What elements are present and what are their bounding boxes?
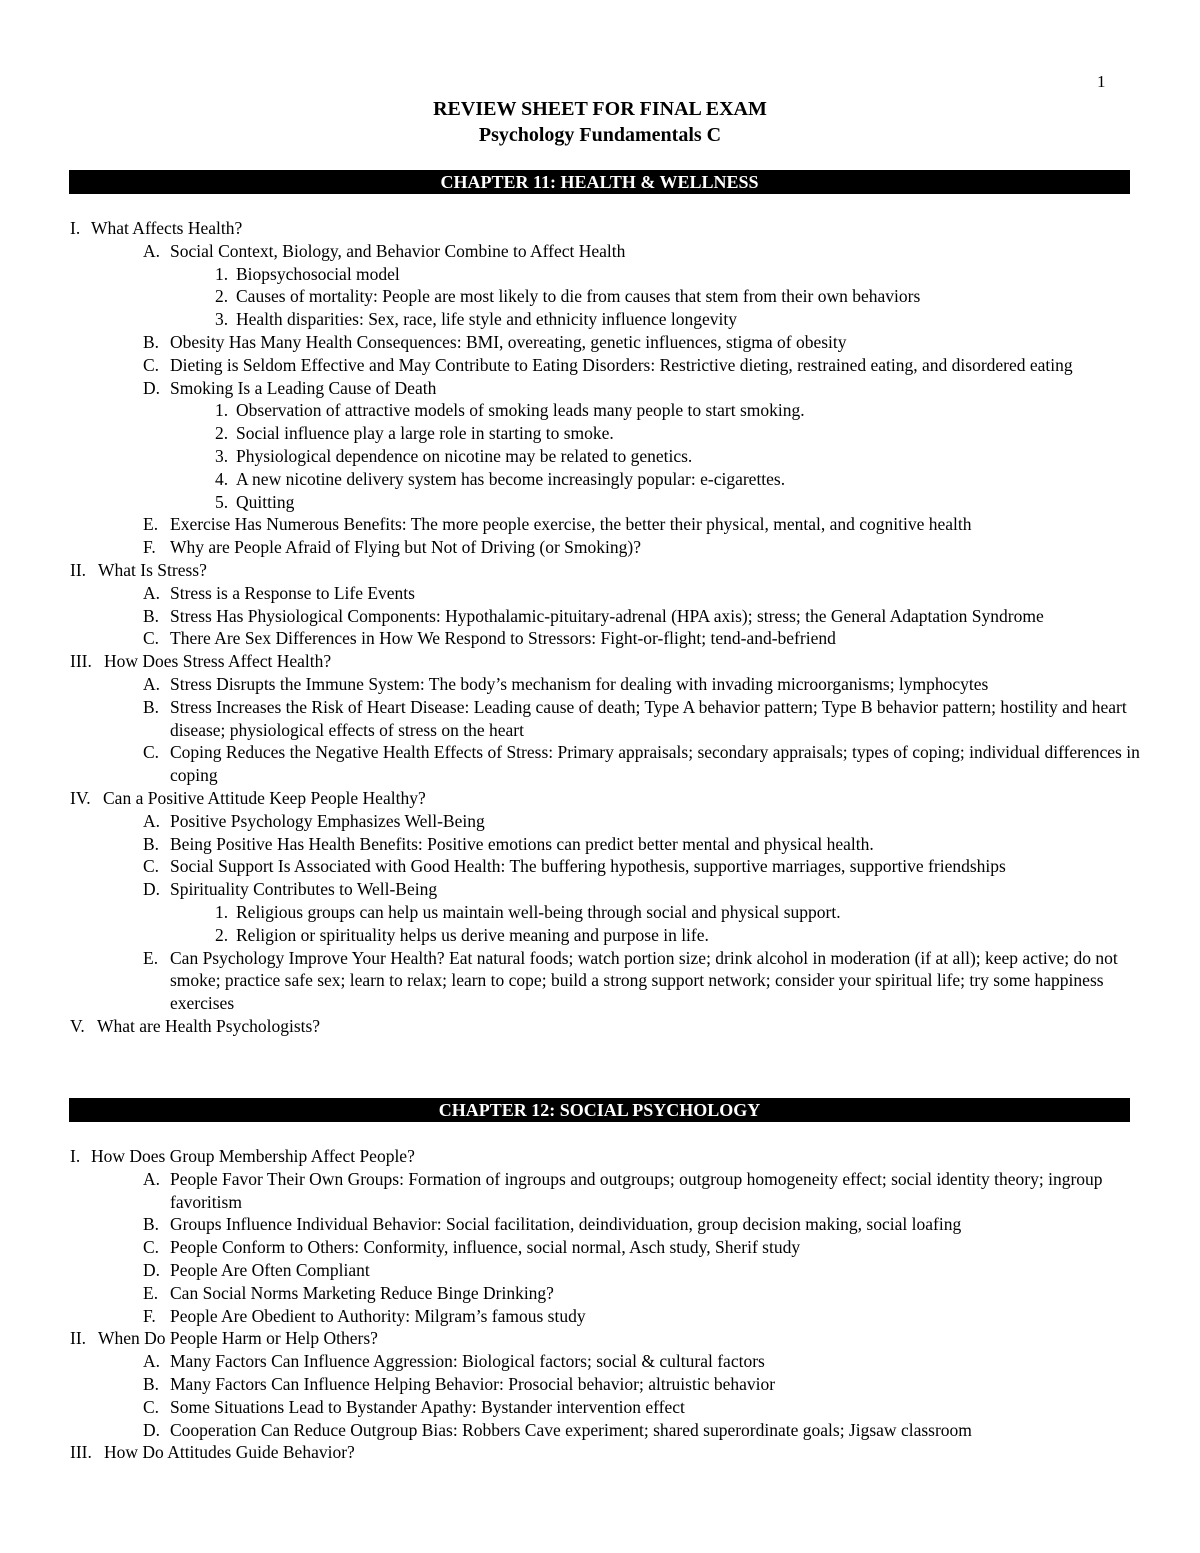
chapter-12-heading: CHAPTER 12: SOCIAL PSYCHOLOGY bbox=[69, 1098, 1130, 1122]
outline-item-level-2 bbox=[70, 331, 1140, 354]
outline-text: Can a Positive Attitude Keep People Healthy? bbox=[103, 787, 426, 808]
outline-text: Social Context, Biology, and Behavior Combine to Affect Health bbox=[170, 240, 626, 261]
outline-item-level-2 bbox=[70, 1259, 1140, 1282]
outline-item-level-2 bbox=[70, 878, 1140, 901]
outline-marker: E. bbox=[143, 947, 159, 968]
outline-item-level-2 bbox=[70, 1419, 1140, 1442]
outline-text: Observation of attractive models of smoking leads many people to start smoking. bbox=[236, 400, 805, 421]
outline-marker: V. bbox=[70, 1015, 85, 1036]
outline-item-level-2 bbox=[70, 947, 1140, 1015]
document-subtitle: Psychology Fundamentals C bbox=[478, 124, 722, 146]
outline-text: Social influence play a large role in starting to smoke. bbox=[236, 423, 614, 444]
document-title: REVIEW SHEET FOR FINAL EXAM bbox=[433, 98, 767, 120]
outline-item-level-3 bbox=[70, 901, 1140, 924]
outline-marker: 1. bbox=[215, 400, 229, 421]
outline-item-level-3 bbox=[70, 445, 1140, 468]
outline-text: Religious groups can help us maintain well-being through social and physical support. bbox=[236, 901, 841, 922]
chapter-11-heading: CHAPTER 11: HEALTH & WELLNESS bbox=[69, 170, 1130, 194]
outline-marker: C. bbox=[143, 628, 160, 649]
outline-marker: 4. bbox=[215, 468, 229, 489]
outline-marker: 2. bbox=[215, 924, 229, 945]
outline-marker: A. bbox=[143, 240, 161, 261]
outline-text: Health disparities: Sex, race, life style and ethnicity influence longevity bbox=[236, 309, 738, 330]
outline-marker: E. bbox=[143, 1282, 159, 1303]
outline-marker: F. bbox=[143, 537, 156, 558]
outline-item-level-2 bbox=[70, 810, 1140, 833]
outline-marker: E. bbox=[143, 514, 159, 535]
outline-text: People Favor Their Own Groups: Formation of ingroups and outgroups; outgroup homogeneity effect; social identity theory; ingroup favoritism bbox=[170, 1168, 1103, 1212]
outline-item-level-2 bbox=[70, 240, 1140, 263]
outline-marker: B. bbox=[143, 605, 160, 626]
outline-item-level-2 bbox=[70, 582, 1140, 605]
outline-text: Many Factors Can Influence Aggression: Biological factors; social & cultural factors bbox=[170, 1351, 765, 1372]
outline-marker: I. bbox=[70, 1146, 81, 1166]
outline-marker: D. bbox=[143, 377, 161, 398]
outline-marker: 2. bbox=[215, 286, 229, 307]
outline-item-level-2 bbox=[70, 627, 1140, 650]
outline-item-level-2 bbox=[70, 741, 1140, 787]
outline-item-level-2 bbox=[70, 536, 1140, 559]
outline-marker: 2. bbox=[215, 423, 229, 444]
outline-item-level-2 bbox=[70, 1396, 1140, 1419]
outline-text: Positive Psychology Emphasizes Well-Being bbox=[170, 810, 485, 831]
outline-text: When Do People Harm or Help Others? bbox=[98, 1328, 378, 1349]
outline-text: Social Support Is Associated with Good Health: The buffering hypothesis, supportive marriages, supportive friendships bbox=[170, 856, 1006, 877]
outline-marker: III. bbox=[70, 651, 92, 672]
outline-text: Cooperation Can Reduce Outgroup Bias: Robbers Cave experiment; shared superordinate goals; Jigsaw classroom bbox=[170, 1419, 972, 1440]
outline-marker: A. bbox=[143, 582, 161, 603]
outline-text: Being Positive Has Health Benefits: Positive emotions can predict better mental and physical health. bbox=[170, 833, 874, 854]
outline-text: People Are Often Compliant bbox=[170, 1259, 370, 1280]
outline-text: Why are People Afraid of Flying but Not of Driving (or Smoking)? bbox=[170, 537, 641, 558]
outline-item-level-2 bbox=[70, 1373, 1140, 1396]
outline-text: How Do Attitudes Guide Behavior? bbox=[104, 1442, 355, 1463]
outline-marker: C. bbox=[143, 354, 160, 375]
outline-text: People Are Obedient to Authority: Milgram’s famous study bbox=[170, 1305, 586, 1326]
outline-text: What Is Stress? bbox=[98, 559, 207, 580]
outline-item-level-3 bbox=[70, 285, 1140, 308]
outline-marker: A. bbox=[143, 673, 161, 694]
outline-text: Smoking Is a Leading Cause of Death bbox=[170, 377, 437, 398]
outline-text: Stress Disrupts the Immune System: The body’s mechanism for dealing with invading microorganisms; lymphocytes bbox=[170, 673, 989, 694]
outline-text: Coping Reduces the Negative Health Effects of Stress: Primary appraisals; secondary appraisals; types of coping; individual differences in coping bbox=[170, 742, 1140, 786]
outline-text: What are Health Psychologists? bbox=[97, 1015, 321, 1036]
outline-marker: D. bbox=[143, 1259, 161, 1280]
chapter-11-outline bbox=[70, 217, 1140, 1038]
outline-marker: C. bbox=[143, 1237, 160, 1258]
outline-text: Obesity Has Many Health Consequences: BMI, overeating, genetic influences, stigma of obesity bbox=[170, 331, 847, 352]
outline-item-level-2 bbox=[70, 605, 1140, 628]
outline-item-level-3 bbox=[70, 399, 1140, 422]
outline-item-level-3 bbox=[70, 468, 1140, 491]
outline-item-level-3 bbox=[70, 924, 1140, 947]
outline-item-level-2 bbox=[70, 833, 1140, 856]
outline-text: How Does Group Membership Affect People? bbox=[91, 1146, 415, 1166]
outline-item-level-2 bbox=[70, 1168, 1140, 1214]
outline-marker: B. bbox=[143, 696, 160, 717]
outline-marker: C. bbox=[143, 1396, 160, 1417]
outline-item-level-1 bbox=[70, 559, 1140, 582]
outline-text: There Are Sex Differences in How We Respond to Stressors: Fight-or-flight; tend-and-befriend bbox=[170, 628, 836, 649]
outline-marker: A. bbox=[143, 810, 161, 831]
outline-marker: B. bbox=[143, 1214, 160, 1235]
outline-item-level-2 bbox=[70, 377, 1140, 400]
outline-item-level-1 bbox=[70, 787, 1140, 810]
outline-item-level-1 bbox=[70, 1441, 1140, 1464]
outline-marker: 3. bbox=[215, 309, 229, 330]
outline-text: Dieting is Seldom Effective and May Contribute to Eating Disorders: Restrictive dieting, restrained eating, and disordered eating bbox=[170, 354, 1073, 375]
outline-text: Can Psychology Improve Your Health? Eat natural foods; watch portion size; drink alcohol in moderation (if at all); keep active; do not smoke; practice safe sex; learn to relax; learn to cope; build a strong support network; consider your spiritual life; try some happiness exercises bbox=[170, 947, 1118, 1014]
outline-marker: II. bbox=[70, 559, 87, 580]
outline-text: Stress Has Physiological Components: Hypothalamic-pituitary-adrenal (HPA axis); stress; the General Adaptation Syndrome bbox=[170, 605, 1044, 626]
outline-item-level-1 bbox=[70, 1145, 1140, 1168]
outline-marker: 1. bbox=[215, 263, 229, 284]
outline-text: People Conform to Others: Conformity, influence, social normal, Asch study, Sherif study bbox=[170, 1237, 801, 1258]
outline-item-level-3 bbox=[70, 491, 1140, 514]
outline-text: Physiological dependence on nicotine may be related to genetics. bbox=[236, 445, 693, 466]
outline-item-level-2 bbox=[70, 1282, 1140, 1305]
outline-text: A new nicotine delivery system has become increasingly popular: e-cigarettes. bbox=[236, 468, 786, 489]
outline-marker: I. bbox=[70, 218, 81, 238]
outline-marker: C. bbox=[143, 742, 160, 763]
outline-item-level-1 bbox=[70, 650, 1140, 673]
outline-item-level-2 bbox=[70, 855, 1140, 878]
outline-item-level-3 bbox=[70, 422, 1140, 445]
outline-marker: 1. bbox=[215, 901, 229, 922]
outline-text: Quitting bbox=[236, 491, 295, 512]
outline-item-level-2 bbox=[70, 1305, 1140, 1328]
outline-marker: F. bbox=[143, 1305, 156, 1326]
outline-text: Some Situations Lead to Bystander Apathy: Bystander intervention effect bbox=[170, 1396, 685, 1417]
outline-item-level-1 bbox=[70, 217, 1140, 240]
outline-item-level-2 bbox=[70, 513, 1140, 536]
outline-marker: C. bbox=[143, 856, 160, 877]
outline-text: Religion or spirituality helps us derive meaning and purpose in life. bbox=[236, 924, 709, 945]
outline-marker: A. bbox=[143, 1351, 161, 1372]
outline-text: What Affects Health? bbox=[91, 218, 243, 238]
outline-text: Causes of mortality: People are most likely to die from causes that stem from their own behaviors bbox=[236, 286, 921, 307]
outline-item-level-2 bbox=[70, 1236, 1140, 1259]
outline-text: Groups Influence Individual Behavior: Social facilitation, deindividuation, group decision making, social loafing bbox=[170, 1214, 962, 1235]
outline-item-level-1 bbox=[70, 1327, 1140, 1350]
outline-text: Biopsychosocial model bbox=[236, 263, 400, 284]
outline-item-level-2 bbox=[70, 696, 1140, 742]
outline-marker: B. bbox=[143, 833, 160, 854]
outline-text: Stress is a Response to Life Events bbox=[170, 582, 415, 603]
outline-marker: B. bbox=[143, 1373, 160, 1394]
chapter-12-outline bbox=[70, 1145, 1140, 1464]
outline-marker: 5. bbox=[215, 491, 229, 512]
outline-text: How Does Stress Affect Health? bbox=[104, 651, 332, 672]
outline-marker: III. bbox=[70, 1442, 92, 1463]
outline-text: Exercise Has Numerous Benefits: The more people exercise, the better their physical, mental, and cognitive health bbox=[170, 514, 972, 535]
outline-text: Spirituality Contributes to Well-Being bbox=[170, 879, 438, 900]
outline-item-level-3 bbox=[70, 263, 1140, 286]
page-number: 1 bbox=[1097, 72, 1106, 91]
outline-item-level-2 bbox=[70, 1350, 1140, 1373]
outline-marker: B. bbox=[143, 331, 160, 352]
outline-item-level-2 bbox=[70, 1213, 1140, 1236]
outline-marker: IV. bbox=[70, 787, 91, 808]
outline-text: Many Factors Can Influence Helping Behavior: Prosocial behavior; altruistic behavior bbox=[170, 1373, 776, 1394]
outline-item-level-1 bbox=[70, 1015, 1140, 1038]
outline-text: Stress Increases the Risk of Heart Disease: Leading cause of death; Type A behavior pattern; Type B behavior pattern; hostility and heart disease; physiological effects of stress on the heart bbox=[170, 696, 1127, 740]
outline-item-level-2 bbox=[70, 673, 1140, 696]
outline-text: Can Social Norms Marketing Reduce Binge Drinking? bbox=[170, 1282, 554, 1303]
outline-marker: A. bbox=[143, 1168, 161, 1189]
outline-marker: II. bbox=[70, 1328, 87, 1349]
outline-marker: 3. bbox=[215, 445, 229, 466]
document-header bbox=[0, 96, 1200, 148]
outline-item-level-3 bbox=[70, 308, 1140, 331]
outline-item-level-2 bbox=[70, 354, 1140, 377]
outline-marker: D. bbox=[143, 879, 161, 900]
outline-marker: D. bbox=[143, 1419, 161, 1440]
